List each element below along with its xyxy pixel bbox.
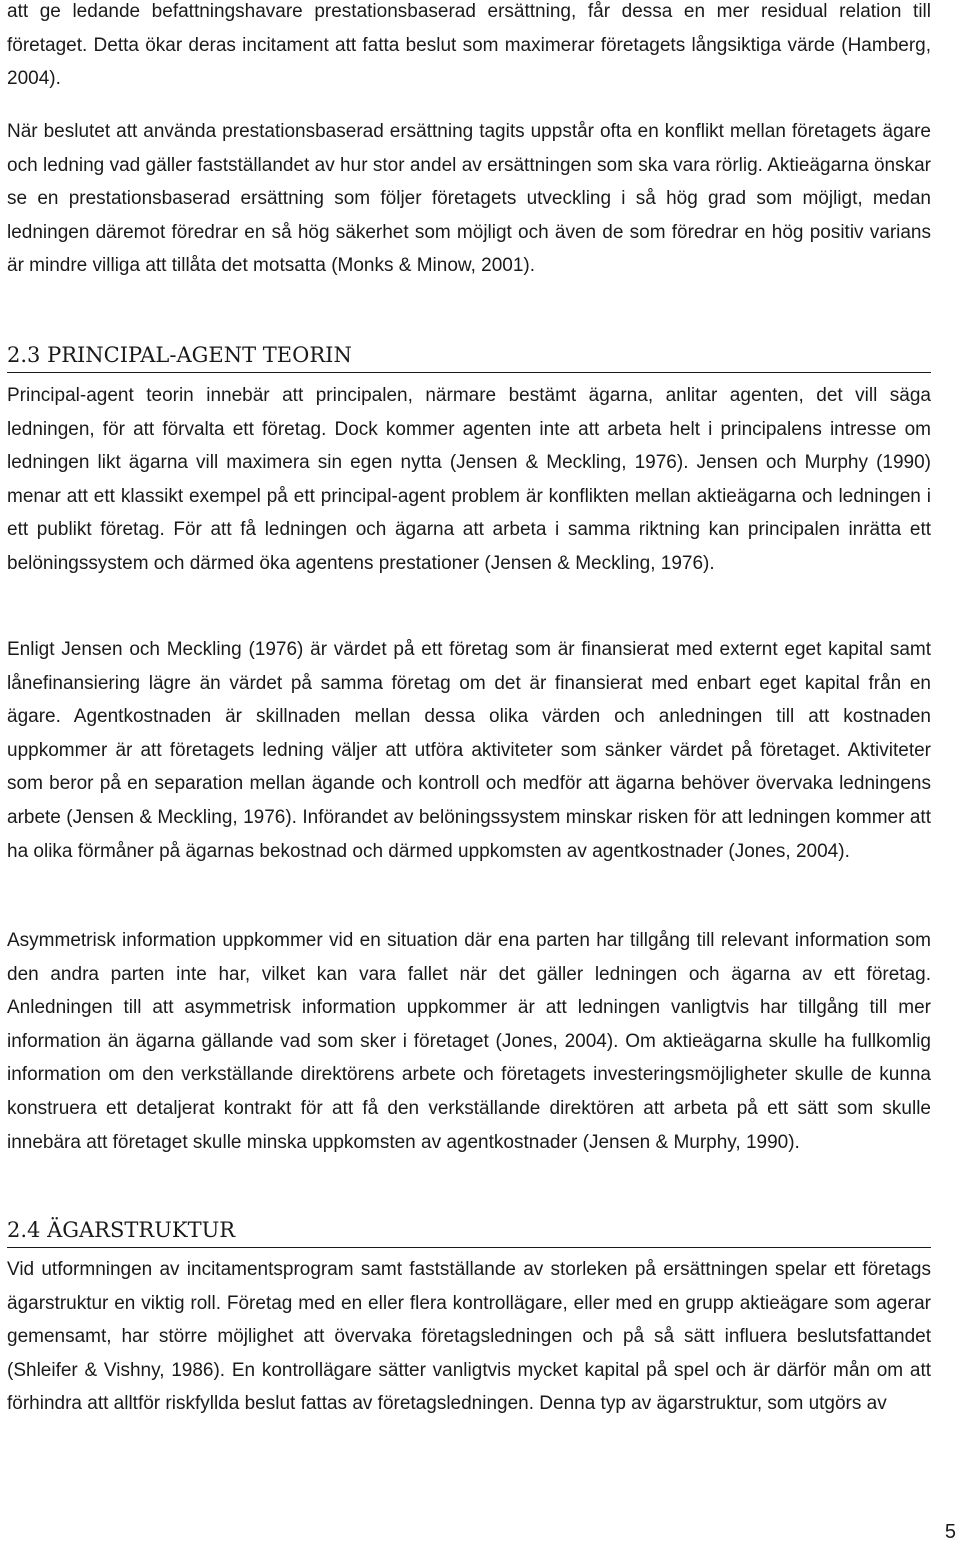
paragraph-principal-agent: Principal-agent teorin innebär att principalen, närmare bestämt ägarna, anlitar agenten, det vill säga ledningen, för att förvalta ett företag. Dock kommer agenten inte att arbeta helt i principalens intresse om ledningen likt ägarna vill maximera sin egen nytta (Jensen & Meckling, 1976). Jensen och Murphy (1990) menar att ett klassikt exempel på ett principal-agent problem är konflikten mellan aktieägarna och ledningen i ett publikt företag. För att få ledningen och ägarna att arbeta i samma riktning kan principalen inrätta ett belöningssystem och därmed öka agentens prestationer (Jensen & Meckling, 1976). xyxy=(7,385,931,574)
paragraph-agentkostnad: Enligt Jensen och Meckling (1976) är värdet på ett företag som är finansierat med externt eget kapital samt lånefinansiering lägre än värdet på samma företag om det är finansierat med enbart eget kapital från en ägare. Agentkostnaden är skillnaden mellan dessa olika värden och anledningen till att kostnaden uppkommer är att företagets ledning väljer att utföra aktiviteter som sänker värdet på företaget. Aktiviteter som beror på en separation mellan ägande och kontroll och medför att ägarna behöver övervaka ledningens arbete (Jensen & Meckling, 1976). Införandet av belöningssystem minskar risken för att ledningen kommer att ha olika förmåner på ägarnas bekostnad och därmed uppkomsten av agentkostnader (Jones, 2004). xyxy=(7,639,931,862)
page-number: 5 xyxy=(944,1521,956,1543)
paragraph-residual-relation: att ge ledande befattningshavare prestationsbaserad ersättning, får dessa en mer residual relation till företaget. Detta ökar deras incitament att fatta beslut som maximerar företagets långsiktiga värde (Hamberg, 2004). xyxy=(7,1,931,90)
paragraph-konflikt: När beslutet att använda prestationsbaserad ersättning tagits uppstår ofta en konflikt mellan företagets ägare och ledning vad gäller fastställandet av hur stor andel av ersättningen som ska vara rörlig. Aktieägarna önskar se en prestationsbaserad ersättning som följer företagets utveckling i så hög grad som möjligt, medan ledningen däremot föredrar en så hög säkerhet som möjligt och även de som föredrar en hög positiv varians är mindre villiga att tillåta det motsatta (Monks & Minow, 2001). xyxy=(7,121,931,277)
section-heading-agarstruktur: 2.4 ÄGARSTRUKTUR xyxy=(7,1215,931,1248)
section-heading-principal-agent: 2.3 PRINCIPAL-AGENT TEORIN xyxy=(7,340,931,373)
paragraph-agarstruktur: Vid utformningen av incitamentsprogram samt fastställande av storleken på ersättningen spelar ett företags ägarstruktur en viktig roll. Företag med en eller flera kontrollägare, eller med en grupp aktieägare som agerar gemensamt, har större möjlighet att övervaka företagsledningen och på så sätt influera beslutsfattandet (Shleifer & Vishny, 1986). En kontrollägare sätter vanligtvis mycket kapital på spel och är därför mån om att förhindra att alltför riskfyllda beslut fattas av företagsledningen. Denna typ av ägarstruktur, som utgörs av xyxy=(7,1259,931,1415)
paragraph-asymmetrisk-information: Asymmetrisk information uppkommer vid en situation där ena parten har tillgång till relevant information som den andra parten inte har, vilket kan vara fallet när det gäller ledningen och ägarna av ett företag. Anledningen till att asymmetrisk information uppkommer är att ledningen vanligtvis har tillgång till mer information än ägarna gällande vad som sker i företaget (Jones, 2004). Om aktieägarna skulle ha fullkomlig information om den verkställande direktörens arbete och företagets investeringsmöjligheter skulle de kunna konstruera ett detaljerat kontrakt för att få den verkställande direktören att arbeta på ett sätt som skulle innebära att företaget skulle minska uppkomsten av agentkostnader (Jensen & Murphy, 1990). xyxy=(7,930,931,1153)
